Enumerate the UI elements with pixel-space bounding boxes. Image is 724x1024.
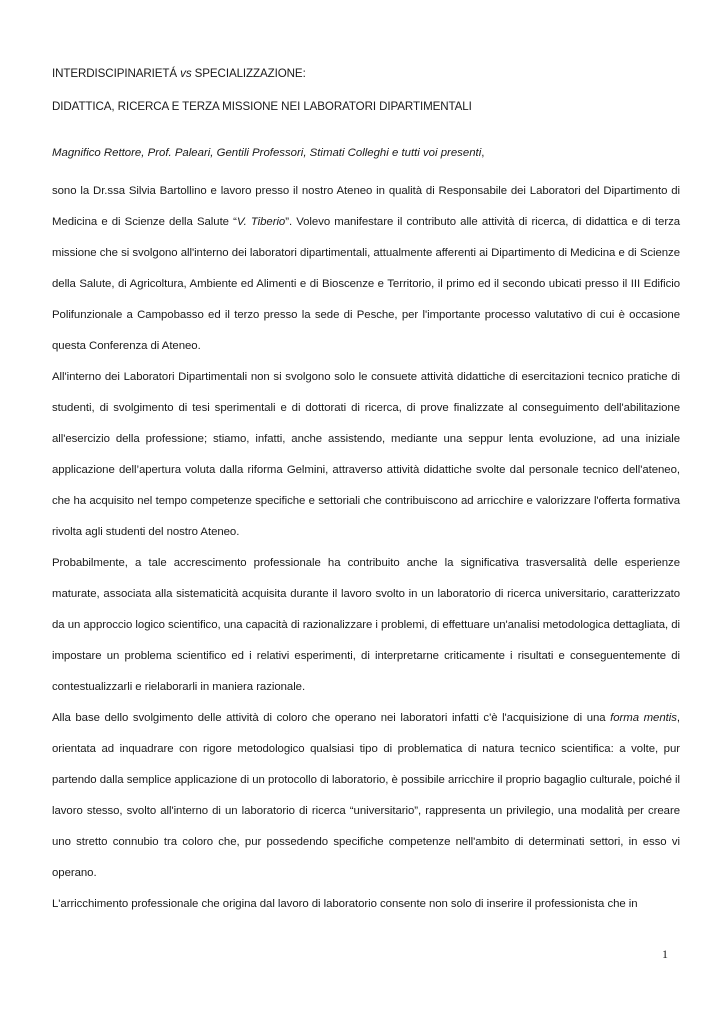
salutation-comma: , bbox=[481, 147, 485, 159]
paragraph-4-text: Alla base dello svolgimento delle attività di coloro che operano nei laboratori infatti c'è l'acquisizione di una bbox=[52, 712, 611, 724]
paragraph-3: Probabilmente, a tale accrescimento professionale ha contribuito anche la significativa trasversalità delle esperienze maturate, associata alla sistematicità acquisita durante il lavoro svolto in un laboratorio di ricerca universitario, caratterizzato da un approccio logico scientifico, una capacità di razionalizzare i problemi, di effettuare un'analisi metodologica dettagliata, di impostare un problema scientifico ed i relativi esperimenti, di interpretarne criticamente i risultati e conseguentemente di contestualizzarli e rielaborarli in maniera razionale. bbox=[52, 557, 680, 693]
body-text bbox=[52, 176, 680, 920]
salutation bbox=[52, 145, 680, 161]
paragraph-2: All'interno dei Laboratori Dipartimentali non si svolgono solo le consuete attività didattiche di esercitazioni tecnico pratiche di studenti, di svolgimento di tesi sperimentali e di dottorati di ricerca, di prove finalizzate al conseguimento dell'abilitazione all'esercizio della professione; stiamo, infatti, anche assistendo, mediante una seppur lenta evoluzione, ad una iniziale applicazione dell’apertura voluta dalla riforma Gelmini, attraverso attività didattiche svolte dal personale tecnico dell'ateneo, che ha acquisito nel tempo competenze specifiche e settoriali che contribuiscono ad arricchire e valorizzare l'offerta formativa rivolta agli studenti del nostro Ateneo. bbox=[52, 371, 680, 538]
document-title bbox=[52, 66, 680, 82]
page-number: 1 bbox=[662, 947, 668, 961]
paragraph-1-text-end: ”. Volevo manifestare il contributo alle attività di ricerca, di didattica e di terza missione che si svolgono all'interno dei laboratori dipartimentali, attualmente afferenti ai Dipartimento di Medicina e di Scienze della Salute, di Agricoltura, Ambiente ed Alimenti e di Bioscenze e Territorio, il primo ed il secondo ubicati presso il III Edificio Polifunzionale a Campobasso ed il terzo presso la sede di Pesche, per l'importante processo valutativo di cui è occasione questa Conferenza di Ateneo. bbox=[52, 216, 680, 352]
paragraph-4-text-end: , orientata ad inquadrare con rigore metodologico qualsiasi tipo di problematica di natura tecnico scientifica: a volte, pur partendo dalla semplice applicazione di un protocollo di laboratorio, è possibile arricchire il proprio bagaglio culturale, poiché il lavoro stesso, svolto all'interno di un laboratorio di ricerca “universitario”, rappresenta un privilegio, una modalità per creare uno stretto connubio tra coloro che, pur possedendo specifiche competenze nell'ambito di determinati settori, in esso vi operano. bbox=[52, 712, 680, 879]
document-subtitle: DIDATTICA, RICERCA E TERZA MISSIONE NEI LABORATORI DIPARTIMENTALI bbox=[52, 100, 472, 113]
title-text-end: SPECIALIZZAZIONE: bbox=[191, 67, 306, 80]
paragraph-1-italic: V. Tiberio bbox=[236, 216, 286, 228]
title-vs: vs bbox=[180, 67, 192, 80]
paragraph-1 bbox=[52, 176, 680, 362]
paragraph-4 bbox=[52, 703, 680, 889]
paragraph-5: L'arricchimento professionale che origina dal lavoro di laboratorio consente non solo di inserire il professionista che in bbox=[52, 898, 638, 910]
paragraph-4-italic: forma mentis bbox=[610, 712, 677, 724]
paragraph-1-text: sono la Dr.ssa Silvia Bartollino e lavoro presso il nostro Ateneo in qualità di Responsabile dei Laboratori del Dipartimento di Medicina e di Scienze della Salute “ bbox=[52, 185, 680, 228]
salutation-text: Magnifico Rettore, Prof. Paleari, Gentili Professori, Stimati Colleghi e tutti voi presenti bbox=[52, 147, 482, 159]
title-text: INTERDISCIPINARIETÁ bbox=[52, 67, 181, 80]
document-body bbox=[52, 66, 680, 920]
